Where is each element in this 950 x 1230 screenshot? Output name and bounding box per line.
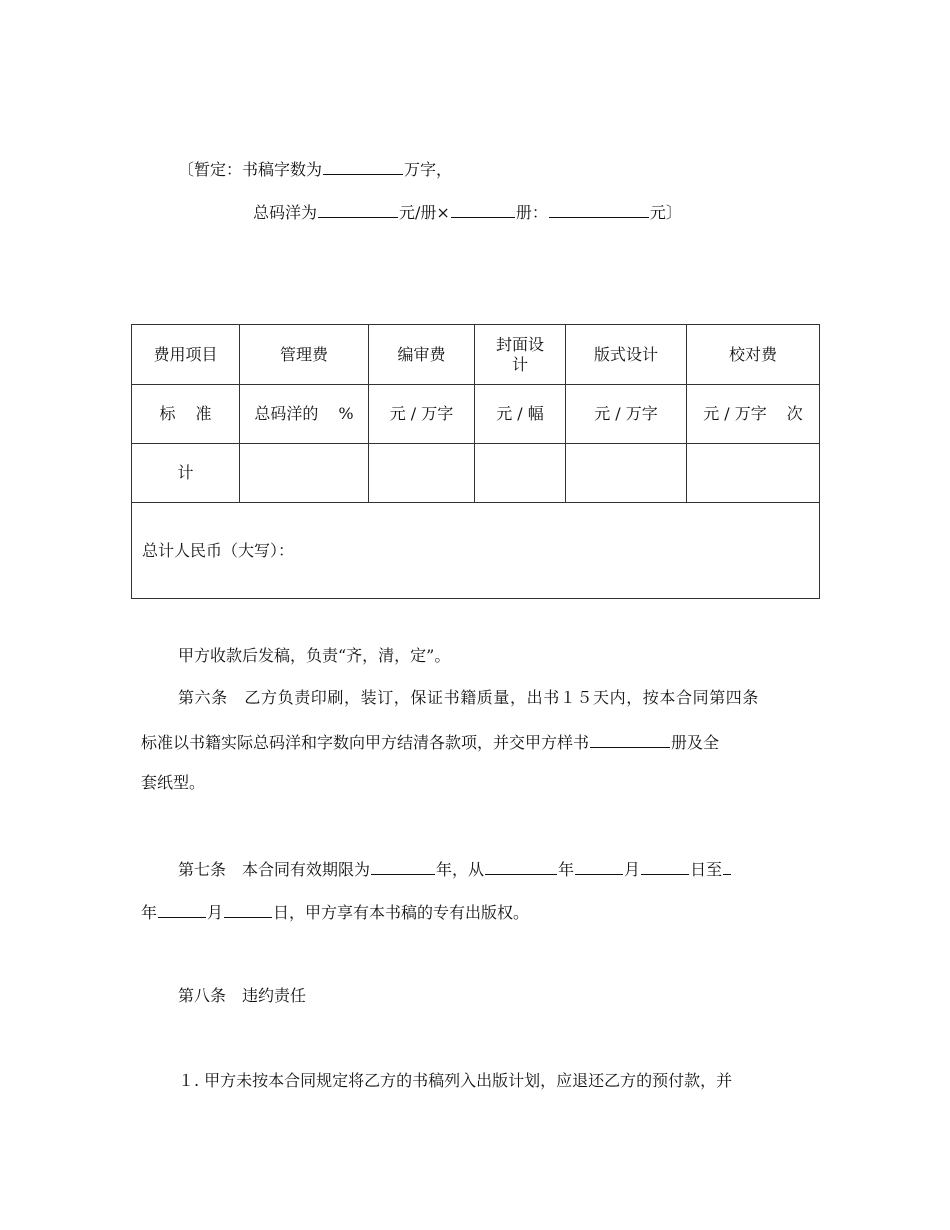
estimate-line-1 [178,158,452,180]
sample-copies-blank[interactable] [590,731,670,748]
article-seven-text: 年，从 [436,860,485,879]
header-proofreading-fee: 校对费 [687,325,820,385]
fee-table-total-row [132,503,820,599]
article-seven-text: 年 [141,903,158,922]
article-seven-text: 日至 [690,860,723,879]
estimate-text: 元/册× [399,203,450,222]
subtotal-management-cell[interactable] [240,444,369,503]
estimate-text: 万字， [404,160,453,179]
article-six-line-2 [141,731,719,753]
start-day-blank[interactable] [641,858,689,875]
standard-editing: 元 / 万字 [369,385,475,444]
standard-label: 标 准 [132,385,240,444]
breach-clause-1: １. 甲方未按本合同规定将乙方的书稿列入出版计划，应退还乙方的预付款，并 [178,1071,733,1090]
header-editing-fee: 编审费 [369,325,475,385]
subtotal-editing-cell[interactable] [369,444,475,503]
end-year-blank[interactable] [723,858,731,875]
article-six-line-3: 套纸型。 [141,773,206,792]
subtotal-cover-cell[interactable] [475,444,566,503]
end-day-blank[interactable] [224,901,272,918]
header-cover-design [475,325,566,385]
article-seven-text: 第七条 本合同有效期限为 [178,860,371,879]
validity-years-blank[interactable] [371,858,435,875]
standard-management: 总码洋的 % [240,385,369,444]
fee-table-header-row [132,325,820,385]
estimate-text: 元〕 [649,203,682,222]
fee-table [131,324,820,599]
unit-price-blank[interactable] [318,201,398,218]
header-cover-design-line1: 封面设 [495,334,544,354]
subtotal-label: 计 [132,444,240,503]
start-year-blank[interactable] [485,858,557,875]
article-seven-text: 月 [207,903,224,922]
estimate-text: 总码洋为 [253,203,318,222]
article-seven-text: 月 [624,860,641,879]
paragraph-payment: 甲方收款后发稿，负责“齐，清，定”。 [178,646,451,665]
article-seven-text: 日，甲方享有本书稿的专有出版权。 [273,903,530,922]
article-eight-heading: 第八条 违约责任 [178,986,307,1005]
article-seven-line-2 [141,901,529,923]
article-six-text: 标准以书籍实际总码洋和字数向甲方结清各款项，并交甲方样书 [141,733,590,752]
estimate-text: 册： [515,203,548,222]
fee-table-subtotal-row [132,444,820,503]
subtotal-layout-cell[interactable] [566,444,687,503]
header-management-fee: 管理费 [240,325,369,385]
end-month-blank[interactable] [158,901,206,918]
header-fee-item: 费用项目 [132,325,240,385]
standard-proofreading: 元 / 万字 次 [687,385,820,444]
estimate-text: 〔暂定：书稿字数为 [178,160,323,179]
article-seven-text: 年 [558,860,575,879]
article-six-line-1: 第六条 乙方负责印刷，装订，保证书籍质量，出书１５天内，按本合同第四条 [178,688,760,707]
header-layout-design: 版式设计 [566,325,687,385]
standard-cover: 元 / 幅 [475,385,566,444]
estimate-line-2 [253,201,682,223]
total-rmb-cell[interactable]: 总计人民币（大写）： [132,503,820,599]
start-month-blank[interactable] [575,858,623,875]
subtotal-proofreading-cell[interactable] [687,444,820,503]
word-count-blank[interactable] [323,158,403,175]
article-seven-line-1 [178,858,732,880]
copies-blank[interactable] [451,201,515,218]
standard-layout: 元 / 万字 [566,385,687,444]
total-price-blank[interactable] [549,201,649,218]
article-six-text: 册及全 [671,733,720,752]
header-cover-design-line2: 计 [511,354,528,374]
fee-table-standard-row [132,385,820,444]
